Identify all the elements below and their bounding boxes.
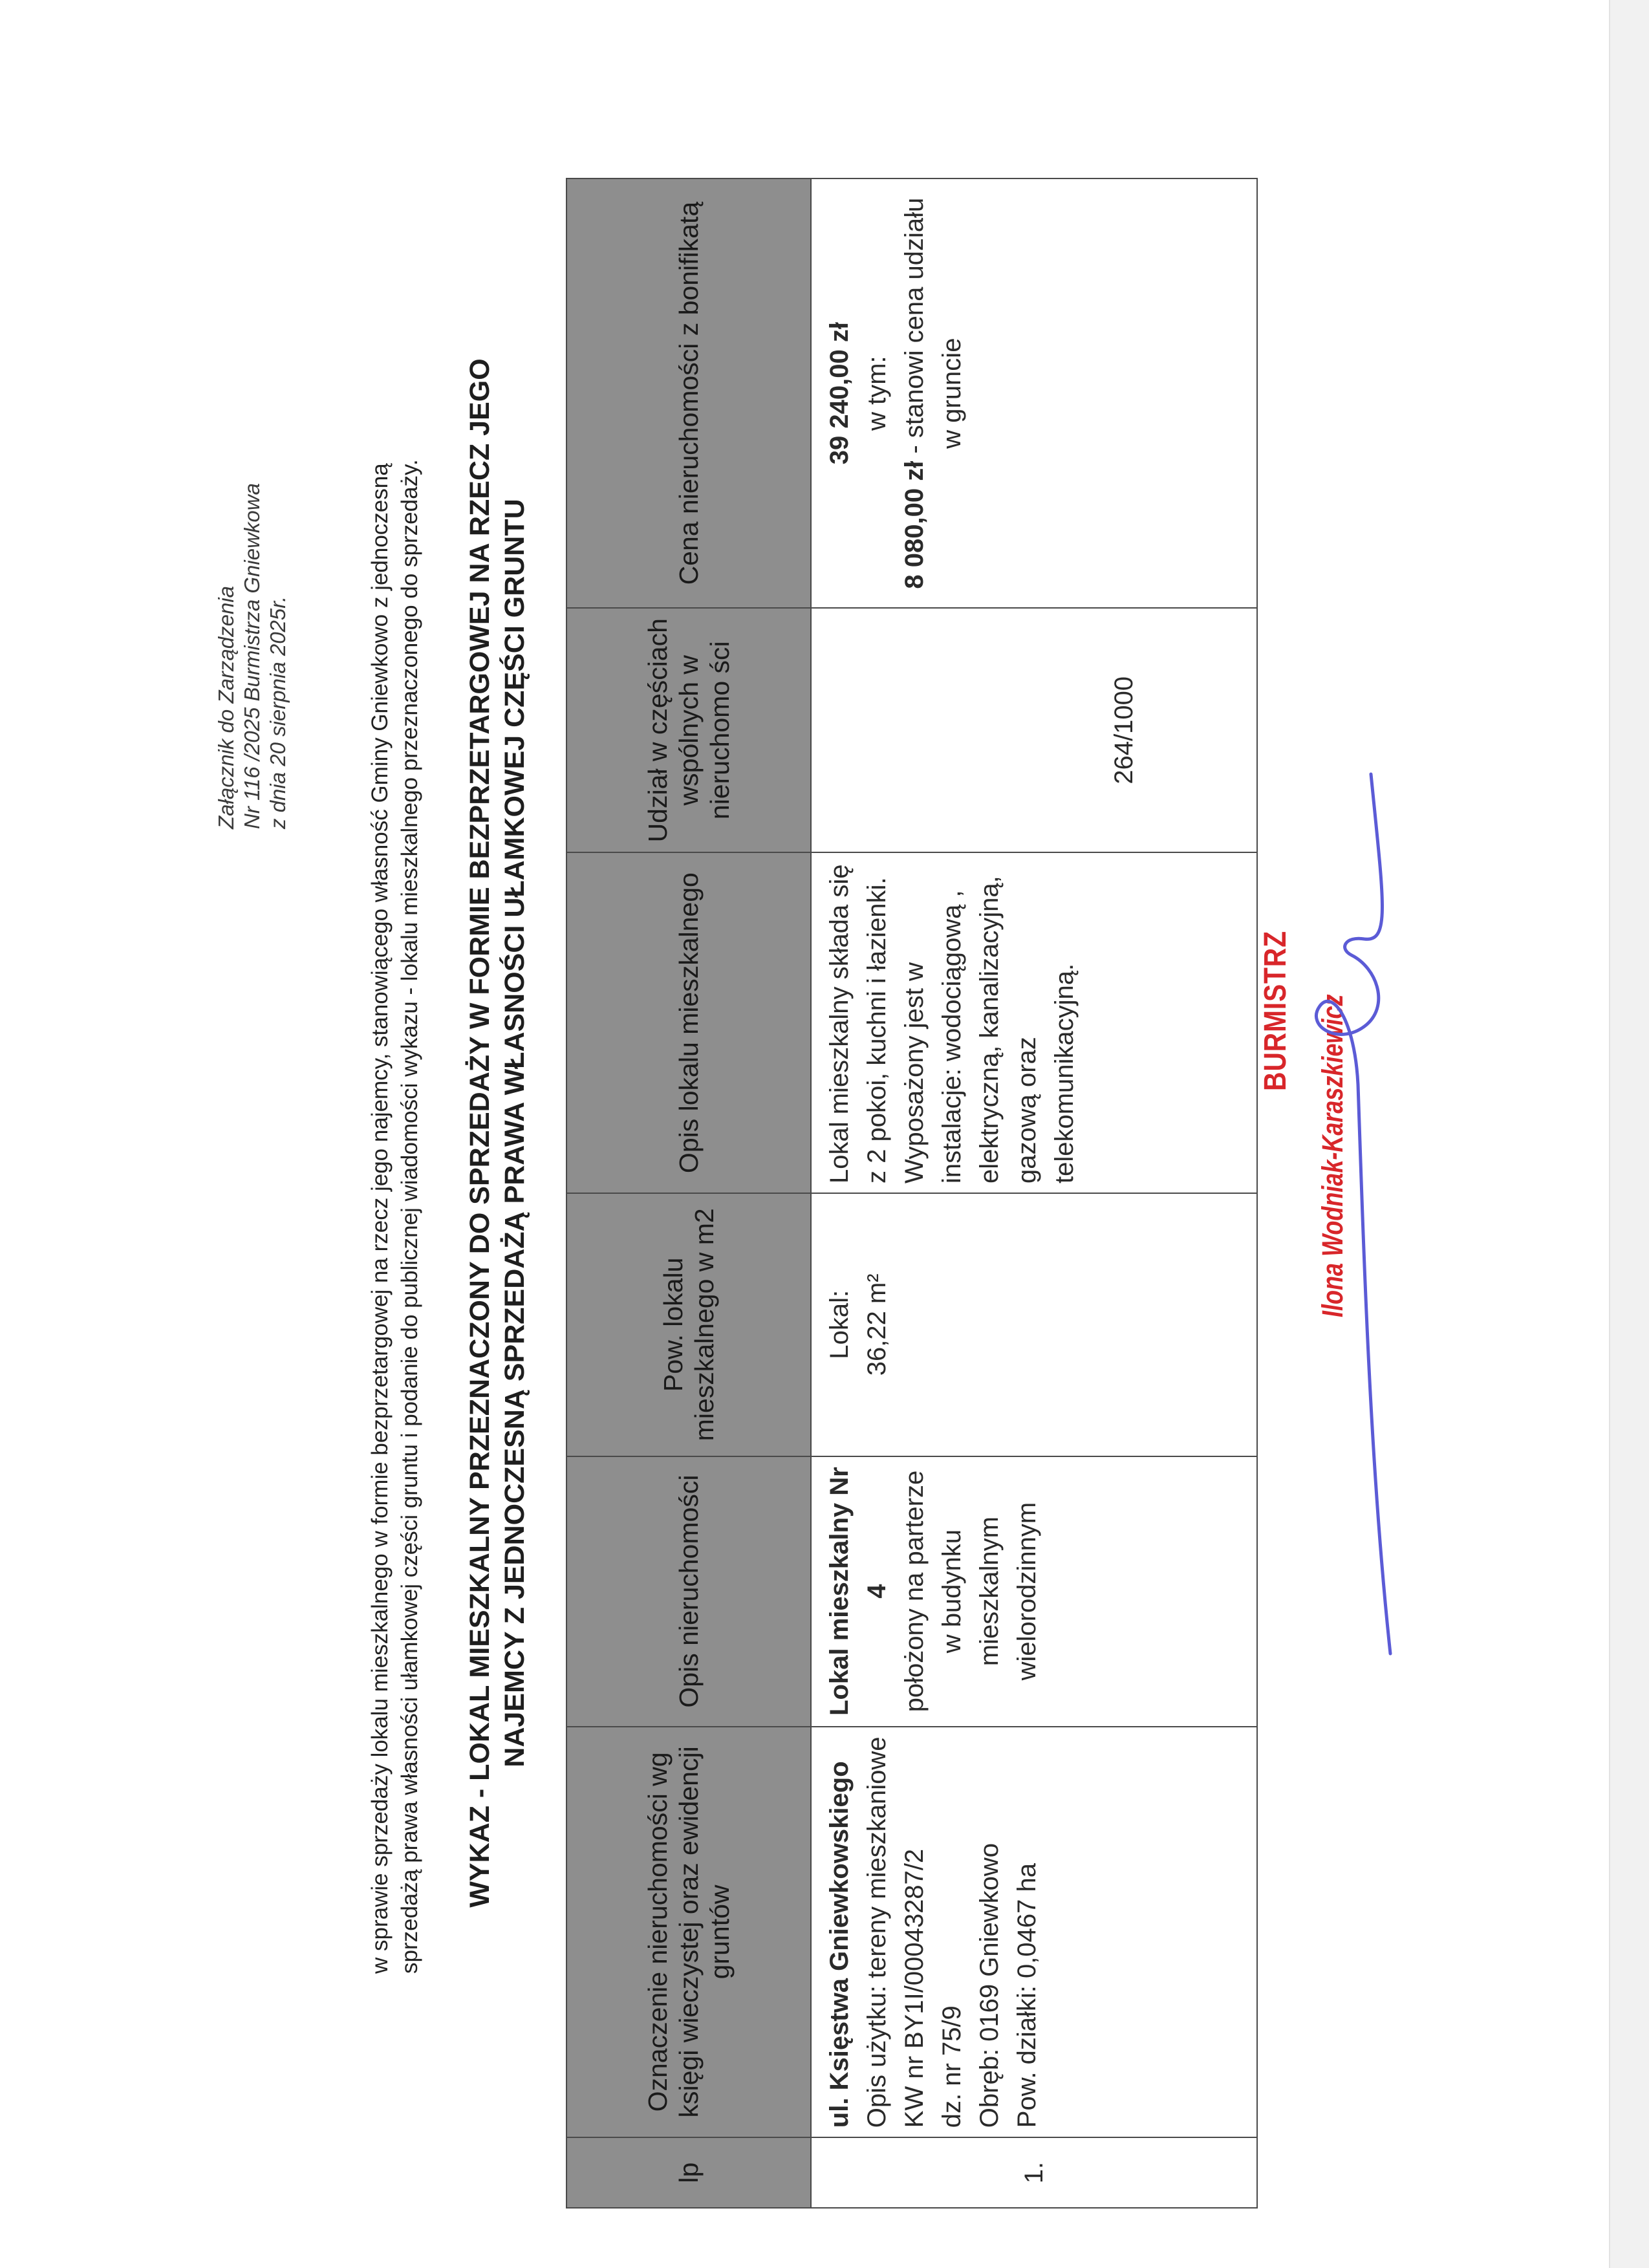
cell-flat-description: Lokal mieszkalny składa się z 2 pokoi, kuchni i łazienki. Wyposażony jest w instalacje: wodociągową , elektryczną, kanalizacyjną, gazową oraz telekomunikacyjną.: [811, 852, 1257, 1193]
heading-line: WYKAZ - LOKAL MIESZKALNY PRZEZNACZONY DO SPRZEDAŻY W FORMIE BEZPRZETARGOWEJ NA RZECZ JEGO: [464, 358, 495, 1908]
cell-property: [811, 1456, 1257, 1727]
header-price: Cena nieruchomości z bonifikatą: [566, 178, 811, 608]
header-designation: Oznaczenie nieruchomości wg księgi wieczystej oraz ewidencji gruntów: [566, 1727, 811, 2138]
cell-price: [811, 178, 1257, 608]
plot-area: Pow. działki: 0,0467 ha: [1013, 1863, 1041, 2128]
table-row: [811, 178, 1257, 2208]
cell-area: [811, 1193, 1257, 1456]
header-flat: Opis lokalu mieszkalnego: [566, 852, 811, 1193]
intro-text: [365, 292, 425, 1974]
property-title: Lokal mieszkalny Nr 4: [825, 1467, 891, 1716]
price-including: w tym:: [863, 356, 891, 431]
land-share-text: - stanowi cena udziału w gruncie: [900, 197, 966, 461]
annex-reference: [213, 247, 291, 829]
share-value: 264/1000: [1110, 676, 1138, 784]
listing-table: [566, 178, 1258, 2209]
cell-designation: [811, 1727, 1257, 2138]
cell-share: [811, 608, 1257, 852]
intro-line: sprzedażą prawa własności ułamkowej części gruntu i podanie do publicznej wiadomości wykazu - lokalu mieszkalnego przeznaczonego do sprzedaży.: [397, 459, 422, 1974]
street-name: ul. Księstwa Gniewkowskiego: [825, 1761, 854, 2128]
price-total: 39 240,00 zł: [825, 322, 854, 465]
area-value: 36,22 m²: [863, 1273, 891, 1376]
annex-line: Załącznik do Zarządzenia: [214, 585, 238, 829]
stamp-name: Ilona Wodniak-Karaszkiewicz: [1316, 994, 1349, 1317]
heading-line: NAJEMCY Z JEDNOCZESNĄ SPRZEDAŻĄ PRAWA WŁASNOŚCI UŁAMKOWEJ CZĘŚCI GRUNTU: [499, 499, 530, 1767]
header-lp: lp: [566, 2137, 811, 2208]
annex-line: Nr 116 /2025 Burmistrza Gniewkowa: [240, 483, 264, 829]
property-description: położony na parterze w budynku mieszkalnym wielorodzinnym: [900, 1470, 1041, 1712]
stamp-title: BURMISTRZ: [1258, 931, 1293, 1091]
table-header-row: [566, 178, 811, 2208]
area-label: Lokal:: [825, 1290, 854, 1359]
land-share-amount: 8 080,00 zł: [900, 460, 929, 589]
price-land-share: [896, 188, 971, 598]
document-heading: [462, 292, 532, 1974]
header-share: Udział w częściach wspólnych w nieruchomo ści: [566, 608, 811, 852]
header-property: Opis nieruchomości: [566, 1456, 811, 1727]
signature-stroke: [1293, 761, 1442, 1667]
land-register-number: KW nr BY1I/00043287/2: [900, 1848, 929, 2128]
annex-line: z dnia 20 sierpnia 2025r.: [266, 596, 290, 829]
plot-number: dz. nr 75/9: [938, 2005, 966, 2128]
precinct: Obręb: 0169 Gniewkowo: [975, 1842, 1004, 2128]
header-area: Pow. lokalu mieszkalnego w m2: [566, 1193, 811, 1456]
intro-line: w sprawie sprzedaży lokalu mieszkalnego w formie bezprzetargowej na rzecz jego najemcy, stanowiącego własność Gminy Gniewkowo z jednoczesną: [367, 463, 393, 1974]
cell-lp: 1.: [811, 2137, 1257, 2208]
land-use: Opis użytku: tereny mieszkaniowe: [863, 1736, 891, 2128]
